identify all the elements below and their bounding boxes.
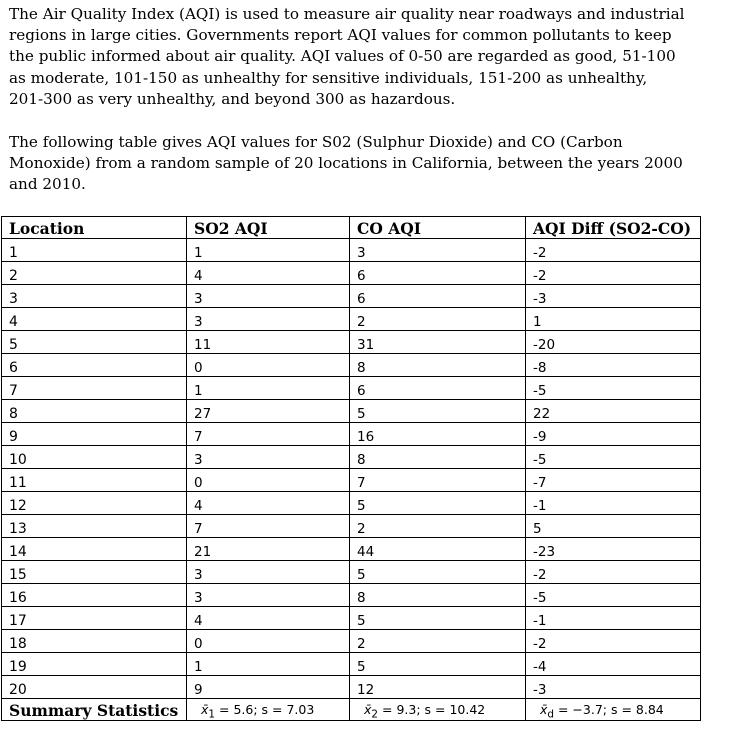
table-cell: 4 xyxy=(187,607,350,630)
table-intro-line: The following table gives AQI values for S02 (Sulphur Dioxide) and CO (Carbon xyxy=(9,133,623,151)
table-row xyxy=(2,538,701,561)
table-intro-line: Monoxide) from a random sample of 20 locations in California, between the years 2000 xyxy=(9,154,683,173)
table-cell: 6 xyxy=(350,285,526,308)
table-cell: -3 xyxy=(526,676,701,699)
table-intro-line: and 2010. xyxy=(9,175,86,194)
table-cell: 8 xyxy=(350,584,526,607)
table-row xyxy=(2,262,701,285)
table-row xyxy=(2,561,701,584)
table-cell: 14 xyxy=(2,538,187,561)
table-cell: 16 xyxy=(2,584,187,607)
mean-symbol: x̄ xyxy=(201,701,209,717)
table-cell: 3 xyxy=(2,285,187,308)
aqi-table xyxy=(1,216,701,721)
table-cell: 21 xyxy=(187,538,350,561)
table-cell: -1 xyxy=(526,492,701,515)
table-row xyxy=(2,331,701,354)
table-cell: -5 xyxy=(526,446,701,469)
table-cell: 3 xyxy=(187,561,350,584)
summary-stat xyxy=(350,699,526,721)
table-cell: 16 xyxy=(350,423,526,446)
table-cell: 3 xyxy=(187,446,350,469)
table-row xyxy=(2,308,701,331)
table-header-row xyxy=(2,217,701,239)
table-row xyxy=(2,377,701,400)
summary-value: = 5.6; s = 7.03 xyxy=(215,701,315,717)
table-cell: 1 xyxy=(2,239,187,262)
intro-line: as moderate, 101-150 as unhealthy for sensitive individuals, 151-200 as unhealthy, xyxy=(9,68,648,87)
table-cell: 6 xyxy=(350,262,526,285)
column-header: SO2 AQI xyxy=(187,217,350,239)
table-row xyxy=(2,676,701,699)
table-cell: 1 xyxy=(187,653,350,676)
table-cell: -1 xyxy=(526,607,701,630)
table-cell: 1 xyxy=(187,377,350,400)
table-cell: 12 xyxy=(2,492,187,515)
table-row xyxy=(2,469,701,492)
table-row xyxy=(2,653,701,676)
table-cell: 2 xyxy=(2,262,187,285)
table-row xyxy=(2,492,701,515)
column-header: Location xyxy=(2,217,187,239)
mean-symbol: x̄ xyxy=(540,701,548,717)
table-cell: 7 xyxy=(187,515,350,538)
table-row xyxy=(2,584,701,607)
table-cell: -9 xyxy=(526,423,701,446)
table-cell: -3 xyxy=(526,285,701,308)
table-cell: -20 xyxy=(526,331,701,354)
table-cell: 1 xyxy=(526,308,701,331)
table-cell: 4 xyxy=(187,492,350,515)
table-cell: 13 xyxy=(2,515,187,538)
table-cell: 5 xyxy=(350,400,526,423)
table-cell: 12 xyxy=(350,676,526,699)
table-cell: 5 xyxy=(350,607,526,630)
intro-paragraph xyxy=(9,4,739,110)
table-cell: 7 xyxy=(187,423,350,446)
intro-line: The Air Quality Index (AQI) is used to measure air quality near roadways and industrial xyxy=(9,5,685,23)
table-row xyxy=(2,400,701,423)
table-cell: 2 xyxy=(350,515,526,538)
summary-value: = −3.7; s = 8.84 xyxy=(554,701,664,717)
intro-line: 201-300 as very unhealthy, and beyond 300 as hazardous. xyxy=(9,89,456,108)
table-cell: 0 xyxy=(187,469,350,492)
table-cell: 20 xyxy=(2,676,187,699)
table-row xyxy=(2,607,701,630)
table-cell: 5 xyxy=(350,492,526,515)
table-cell: 6 xyxy=(2,354,187,377)
table-cell: 4 xyxy=(187,262,350,285)
table-cell: 3 xyxy=(187,285,350,308)
table-cell: 11 xyxy=(187,331,350,354)
table-cell: -8 xyxy=(526,354,701,377)
table-cell: 5 xyxy=(350,561,526,584)
table-cell: 2 xyxy=(350,308,526,331)
table-cell: 5 xyxy=(350,653,526,676)
table-cell: 3 xyxy=(350,239,526,262)
mean-subscript: 1 xyxy=(208,708,216,720)
table-cell: 5 xyxy=(2,331,187,354)
table-cell: 9 xyxy=(187,676,350,699)
table-cell: -7 xyxy=(526,469,701,492)
table-cell: -23 xyxy=(526,538,701,561)
mean-symbol: x̄ xyxy=(364,701,372,717)
table-cell: 1 xyxy=(187,239,350,262)
table-cell: 0 xyxy=(187,630,350,653)
summary-stat xyxy=(187,699,350,721)
summary-value: = 9.3; s = 10.42 xyxy=(378,701,486,717)
table-row xyxy=(2,285,701,308)
mean-subscript: 2 xyxy=(371,708,379,720)
table-cell: -2 xyxy=(526,239,701,262)
column-header: CO AQI xyxy=(350,217,526,239)
table-cell: -2 xyxy=(526,262,701,285)
table-cell: -5 xyxy=(526,377,701,400)
table-cell: 8 xyxy=(2,400,187,423)
table-row xyxy=(2,515,701,538)
table-cell: 3 xyxy=(187,584,350,607)
table-cell: 18 xyxy=(2,630,187,653)
table-row xyxy=(2,630,701,653)
table-cell: 4 xyxy=(2,308,187,331)
table-cell: -4 xyxy=(526,653,701,676)
table-cell: 7 xyxy=(350,469,526,492)
table-row xyxy=(2,354,701,377)
table-row xyxy=(2,446,701,469)
mean-subscript: d xyxy=(547,708,555,720)
table-cell: -2 xyxy=(526,561,701,584)
summary-row xyxy=(2,699,701,721)
table-cell: 11 xyxy=(2,469,187,492)
intro-line: regions in large cities. Governments report AQI values for common pollutants to keep xyxy=(9,26,672,45)
table-cell: 0 xyxy=(187,354,350,377)
table-cell: 8 xyxy=(350,446,526,469)
table-cell: 6 xyxy=(350,377,526,400)
table-cell: 2 xyxy=(350,630,526,653)
table-cell: 8 xyxy=(350,354,526,377)
table-cell: 44 xyxy=(350,538,526,561)
table-cell: -2 xyxy=(526,630,701,653)
table-cell: 15 xyxy=(2,561,187,584)
table-cell: 19 xyxy=(2,653,187,676)
table-cell: 9 xyxy=(2,423,187,446)
table-cell: 5 xyxy=(526,515,701,538)
table-row xyxy=(2,239,701,262)
intro-line: the public informed about air quality. AQI values of 0-50 are regarded as good, 51-100 xyxy=(9,47,676,66)
table-cell: 22 xyxy=(526,400,701,423)
summary-stat xyxy=(526,699,701,721)
table-cell: 27 xyxy=(187,400,350,423)
table-intro-paragraph xyxy=(9,132,739,196)
table-cell: 31 xyxy=(350,331,526,354)
table-cell: 17 xyxy=(2,607,187,630)
summary-label: Summary Statistics xyxy=(2,699,187,721)
table-row xyxy=(2,423,701,446)
table-cell: 3 xyxy=(187,308,350,331)
column-header: AQI Diff (SO2-CO) xyxy=(526,217,701,239)
table-cell: 7 xyxy=(2,377,187,400)
table-cell: 10 xyxy=(2,446,187,469)
table-cell: -5 xyxy=(526,584,701,607)
